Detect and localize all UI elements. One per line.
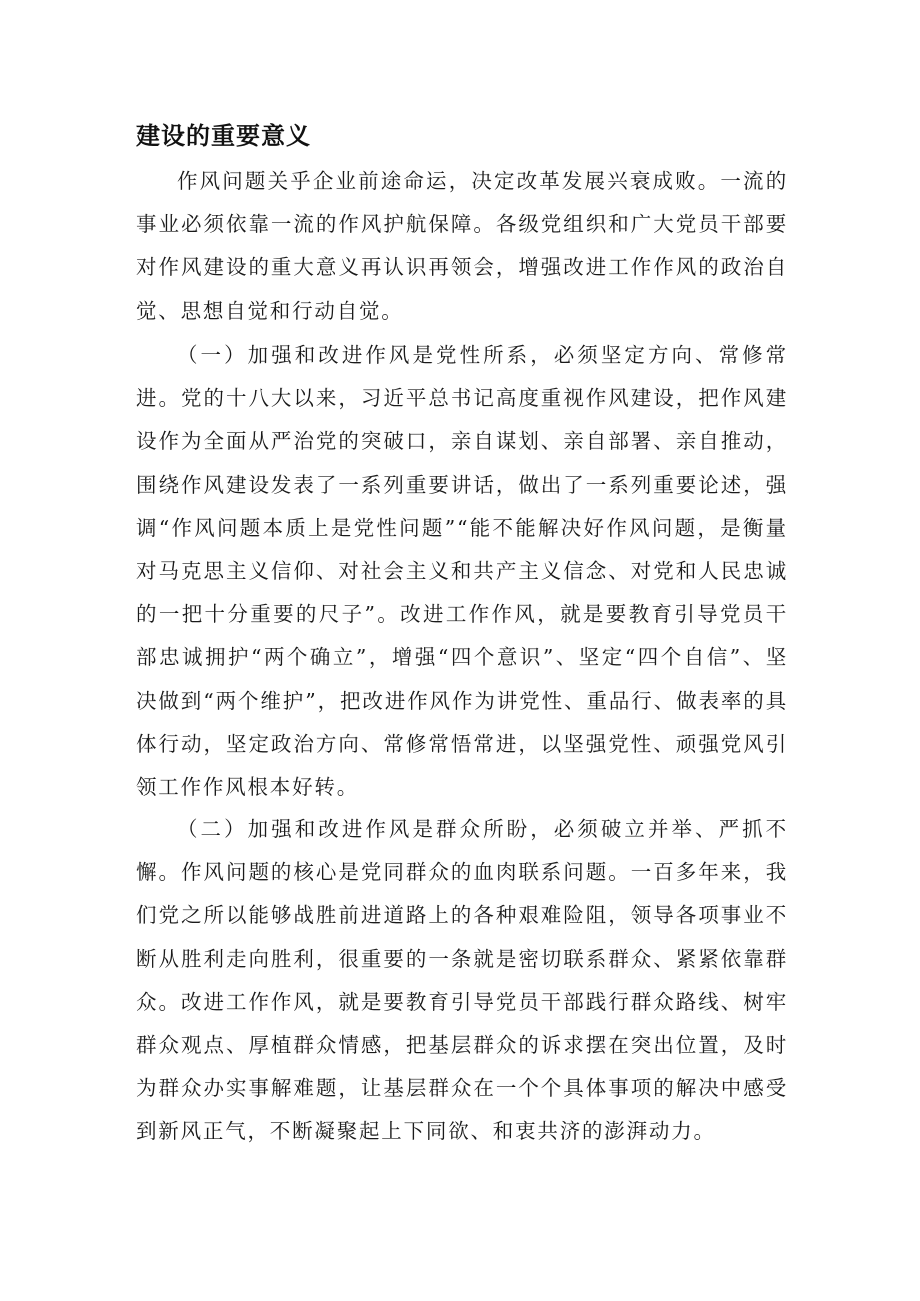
paragraph-point-one: （一）加强和改进作风是党性所系，必须坚定方向、常修常进。党的十八大以来，习近平总书记高度重视作风建设，把作风建设作为全面从严治党的突破口，亲自谋划、亲自部署、亲自推动，围绕作风建设发表了一系列重要讲话，做出了一系列重要论述，强调“作风问题本质上是党性问题”“能不能解决好作风问题，是衡量对马克思主义信仰、对社会主义和共产主义信念、对党和人民忠诚的一把十分重要的尺子”。改进工作作风，就是要教育引导党员干部忠诚拥护“两个确立”，增强“四个意识”、坚定“四个自信”、坚决做到“两个维护”，把改进作风作为讲党性、重品行、做表率的具体行动，坚定政治方向、常修常悟常进，以坚强党性、顽强党风引领工作作风根本好转。 — [136, 343, 788, 800]
section-heading: 建设的重要意义 — [136, 122, 311, 150]
paragraph-intro: 作风问题关乎企业前途命运，决定改革发展兴衰成败。一流的事业必须依靠一流的作风护航保障。各级党组织和广大党员干部要对作风建设的重大意义再认识再领会，增强改进工作作风的政治自觉、思想自觉和行动自觉。 — [136, 169, 788, 323]
paragraph-point-two: （二）加强和改进作风是群众所盼，必须破立并举、严抓不懈。作风问题的核心是党同群众的血肉联系问题。一百多年来，我们党之所以能够战胜前进道路上的各种艰难险阻，领导各项事业不断从胜利走向胜利，很重要的一条就是密切联系群众、紧紧依靠群众。改进工作作风，就是要教育引导党员干部践行群众路线、树牢群众观点、厚植群众情感，把基层群众的诉求摆在突出位置，及时为群众办实事解难题，让基层群众在一个个具体事项的解决中感受到新风正气，不断凝聚起上下同欲、和衷共济的澎湃动力。 — [136, 817, 788, 1144]
